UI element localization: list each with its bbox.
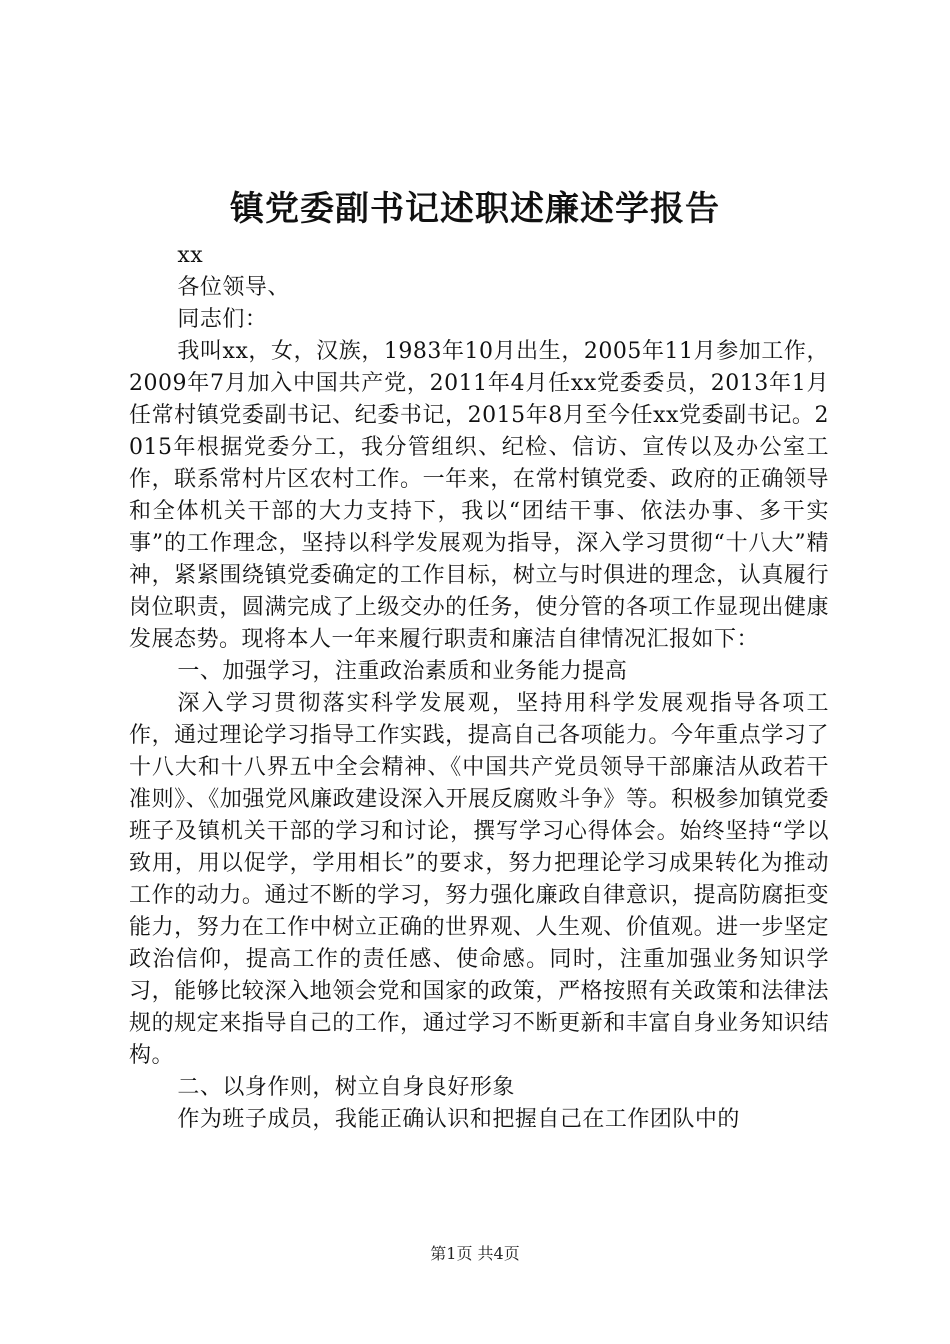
paragraph-study: 深入学习贯彻落实科学发展观，坚持用科学发展观指导各项工作，通过理论学习指导工作实践，提高自己各项能力。今年重点学习了十八大和十八界五中全会精神、《中国共产党员领导干部廉洁从政若干准则》、《加强党风廉政建设深入开展反腐败斗争》等。积极参加镇党委班子及镇机关干部的学习和讨论，撰写学习心得体会。始终坚持“学以致用，用以促学，学用相长”的要求，努力把理论学习成果转化为推动工作的动力。通过不断的学习，努力强化廉政自律意识，提高防腐拒变能力，努力在工作中树立正确的世界观、人生观、价值观。进一步坚定政治信仰，提高工作的责任感、使命感。同时，注重加强业务知识学习，能够比较深入地领会党和国家的政策，严格按照有关政策和法律法规的规定来指导自己的工作，通过学习不断更新和丰富自身业务知识结构。 — [129, 691, 829, 1068]
author-line: xx — [177, 243, 204, 268]
paragraph-conduct: 作为班子成员，我能正确认识和把握自己在工作团队中的 — [177, 1107, 740, 1132]
document-body — [129, 240, 829, 1136]
document-title: 镇党委副书记述职述廉述学报告 — [230, 189, 720, 229]
section-heading-2: 二、以身作则，树立自身良好形象 — [177, 1075, 515, 1100]
salutation-line: 同志们： — [177, 307, 268, 332]
paragraph-intro: 我叫xx，女，汉族，1983年10月出生，2005年11月参加工作，2009年7月加入中国共产党，2011年4月任xx党委委员，2013年1月任常村镇党委副书记、纪委书记，2015年8月至今任xx党委副书记。2015年根据党委分工，我分管组织、纪检、信访、宣传以及办公室工作，联系常村片区农村工作。一年来，在常村镇党委、政府的正确领导和全体机关干部的大力支持下，我以“团结干事、依法办事、多干实事”的工作理念，坚持以科学发展观为指导，深入学习贯彻“十八大”精神，紧紧围绕镇党委确定的工作目标，树立与时俱进的理念，认真履行岗位职责，圆满完成了上级交办的任务，使分管的各项工作显现出健康发展态势。现将本人一年来履行职责和廉洁自律情况汇报如下： — [129, 339, 829, 652]
page-footer: 第1页 共4页 — [430, 1244, 520, 1263]
salutation-line: 各位领导、 — [177, 275, 290, 300]
section-heading-1: 一、加强学习，注重政治素质和业务能力提高 — [177, 659, 628, 684]
